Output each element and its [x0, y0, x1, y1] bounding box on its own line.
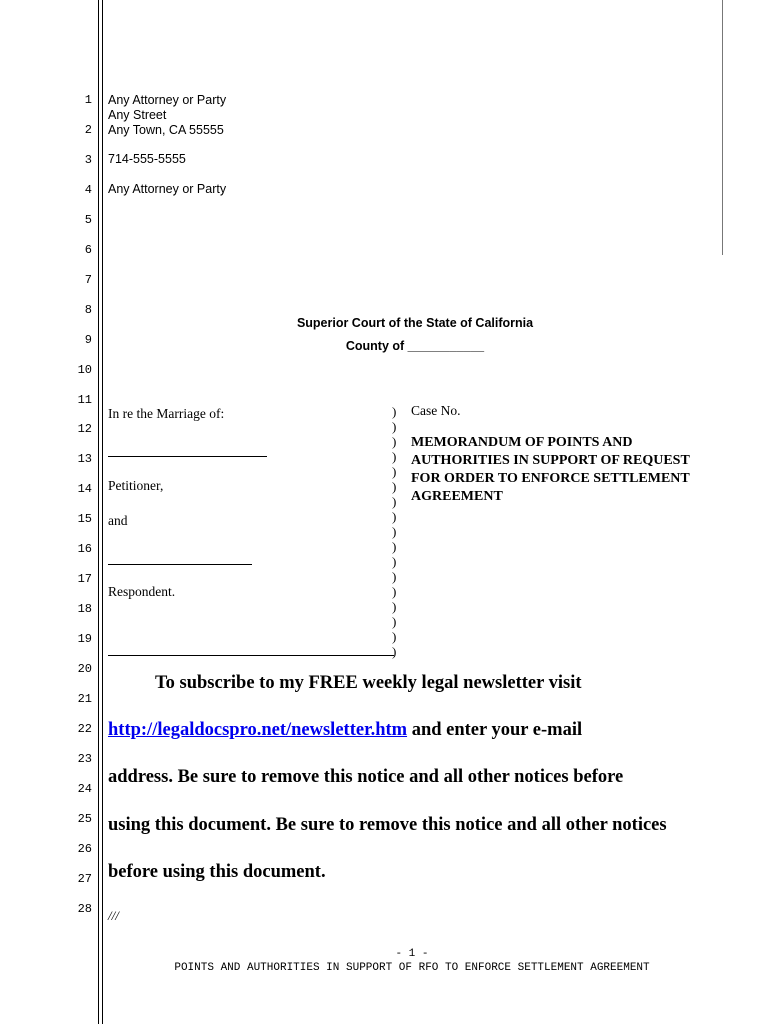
- line-number: 12: [77, 422, 92, 437]
- notice-line-3: address. Be sure to remove this notice and all other notices before: [108, 767, 624, 787]
- attorney-phone: 714-555-5555: [108, 152, 186, 166]
- line-number: 21: [77, 692, 92, 706]
- caption-respondent: Respondent.: [108, 584, 176, 599]
- line-number: 15: [77, 512, 92, 527]
- line-number: 22: [77, 721, 92, 736]
- caption-bottom-line: [108, 655, 394, 656]
- caption-parentheses: ) ) ) ) ) ) ) ) ) ) ) ) ) ) ) ) ): [392, 404, 397, 659]
- footer-title: POINTS AND AUTHORITIES IN SUPPORT OF RFO TO ENFORCE SETTLEMENT AGREEMENT: [174, 962, 650, 974]
- newsletter-link[interactable]: http://legaldocspro.net/newsletter.htm: [108, 720, 408, 740]
- caption-petitioner: Petitioner,: [108, 478, 164, 493]
- line-number: 17: [77, 572, 92, 587]
- right-margin-rule: [722, 0, 723, 255]
- attorney-for: Any Attorney or Party: [108, 182, 227, 196]
- line-number: 19: [77, 632, 92, 647]
- line-number: 27: [77, 871, 92, 886]
- notice-line-5: before using this document.: [108, 862, 326, 882]
- line-number: 2: [84, 122, 92, 137]
- notice-line-4: using this document. Be sure to remove this notice and all other notices: [108, 815, 667, 835]
- notice-line-2: [108, 720, 582, 741]
- left-margin-rule-inner: [102, 0, 103, 1024]
- line-number: 6: [84, 242, 92, 257]
- case-number-label: Case No.: [411, 403, 461, 418]
- line-number: 25: [77, 811, 92, 826]
- line-number: 5: [84, 212, 92, 227]
- respondent-name-line: [108, 564, 252, 565]
- line-number: 18: [77, 602, 92, 617]
- document-title: MEMORANDUM OF POINTS AND AUTHORITIES IN SUPPORT OF REQUEST FOR ORDER TO ENFORCE SETTLEMENT AGREEMENT: [411, 435, 690, 504]
- end-marks: ///: [108, 908, 119, 923]
- line-number: 10: [77, 362, 92, 377]
- attorney-name: Any Attorney or Party: [108, 93, 227, 107]
- caption-marriage: In re the Marriage of:: [108, 406, 225, 421]
- line-number: 1: [84, 93, 92, 107]
- caption-and: and: [108, 513, 128, 528]
- line-number: 3: [84, 152, 92, 167]
- left-margin-rule-outer: [98, 0, 99, 1024]
- line-number: 11: [77, 392, 92, 407]
- line-number: 9: [84, 332, 92, 347]
- attorney-street: Any Street: [108, 108, 167, 122]
- line-number: 26: [77, 841, 92, 856]
- line-number: 8: [84, 302, 92, 317]
- line-number: 20: [77, 662, 92, 677]
- petitioner-name-line: [108, 456, 267, 457]
- notice-line-1: To subscribe to my FREE weekly legal newsletter visit: [155, 673, 582, 693]
- line-number: 16: [77, 542, 92, 557]
- notice-line-2-rest: and enter your e-mail: [407, 720, 583, 740]
- attorney-city: Any Town, CA 55555: [108, 123, 224, 137]
- line-number: 4: [84, 182, 92, 197]
- line-number: 13: [77, 452, 92, 467]
- line-number: 14: [77, 482, 92, 497]
- line-number: 24: [77, 781, 92, 796]
- line-number: 23: [77, 751, 92, 766]
- page-number: - 1 -: [395, 948, 429, 960]
- line-number: 28: [77, 901, 92, 916]
- court-county: County of ___________: [345, 339, 485, 353]
- court-name: Superior Court of the State of California: [296, 316, 534, 330]
- line-number: 7: [84, 272, 92, 287]
